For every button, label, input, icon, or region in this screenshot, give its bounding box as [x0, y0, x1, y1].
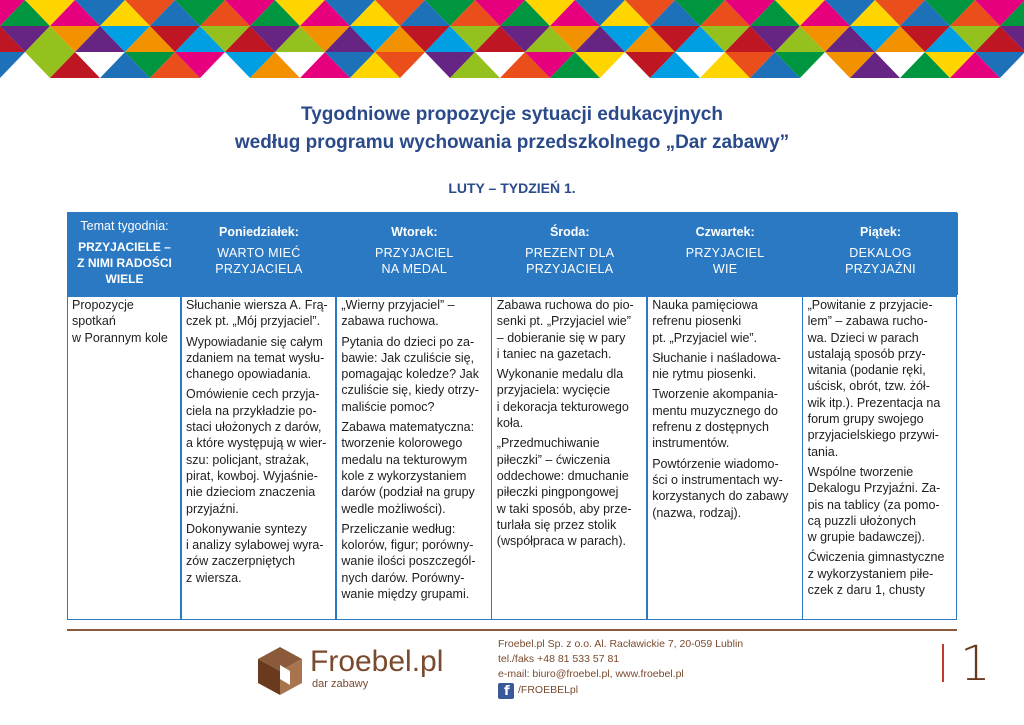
row-label-line: Propozycje — [72, 298, 134, 312]
day-name: Wtorek: — [391, 225, 438, 239]
activity-line: przyjaźni. — [186, 501, 239, 516]
week-topic-label: Temat tygodnia: — [80, 219, 169, 233]
activity-line: czek z daru 1, chusty — [807, 583, 926, 598]
activity-line: oddechowe: dmuchanie — [496, 468, 629, 483]
activity-line: bawie: Jak czuliście się, — [341, 350, 475, 365]
day-topic-line: PRZYJACIELA — [526, 262, 614, 276]
activity-line: Przeliczanie według: — [341, 521, 456, 536]
activity-line: pt. „Przyjaciel wie”. — [652, 330, 758, 345]
day-topic-line: PRZYJACIELA — [215, 262, 303, 276]
activity-line: nie dzieciom znaczenia — [186, 485, 316, 500]
day-topic-line: PREZENT DLA — [525, 246, 615, 260]
banner-triangle — [0, 52, 25, 78]
day-topic — [182, 245, 337, 277]
activity-line: wik itp.). Prezentacja na — [807, 395, 941, 410]
activity-line: instrumentów. — [652, 436, 730, 451]
day-activities-cell — [808, 297, 954, 602]
activity-paragraph — [186, 297, 332, 330]
activity-line: wedle możliwości). — [341, 501, 446, 516]
activity-line: zów zaczerpniętych — [186, 554, 296, 569]
activity-line: „Powitanie z przyjacie- — [807, 298, 933, 312]
activity-line: medalu na tekturowym — [341, 452, 468, 467]
week-topic-name — [68, 239, 181, 287]
activity-line: forum grupy swojego — [807, 412, 924, 427]
day-topic-line: WARTO MIEĆ — [217, 246, 301, 260]
activity-paragraph — [341, 334, 487, 415]
day-name: Piątek: — [860, 225, 902, 239]
row-label — [72, 297, 178, 346]
activity-line: tworzenie kolorowego — [341, 436, 463, 451]
page-title-line-1: Tygodniowe propozycje sytuacji edukacyjnych — [301, 104, 723, 125]
activity-line: Omówienie cech przyja- — [186, 387, 320, 402]
activity-line: maliście pomoc? — [341, 399, 435, 414]
activity-line: i dekoracja tekturowego — [496, 399, 629, 414]
activity-paragraph — [652, 350, 798, 383]
activity-paragraph — [808, 464, 954, 545]
activity-line: tania. — [807, 444, 839, 459]
activity-paragraph — [341, 521, 487, 602]
activity-line: Słuchanie i naśladowa- — [652, 350, 781, 365]
activity-line: Powtórzenie wiadomo- — [652, 456, 779, 471]
activity-line: uścisk, obrót, tzw. żół- — [807, 379, 930, 394]
froebel-cube-logo-icon — [256, 645, 304, 697]
day-header — [337, 213, 492, 295]
activity-line: mentu muzycznego do — [652, 403, 778, 418]
activity-line: Wspólne tworzenie — [807, 464, 914, 479]
activity-line: (współpraca w parach). — [496, 534, 627, 549]
day-activities-cell — [652, 297, 798, 525]
activity-paragraph — [341, 297, 487, 330]
day-topic — [337, 245, 492, 277]
activity-line: a które występują w wier- — [186, 436, 327, 451]
activity-line: pirat, kowboj. Wyjaśnie- — [186, 468, 318, 483]
activity-line: Ćwiczenia gimnastyczne — [807, 550, 945, 565]
activity-line: wa. Dzieci w parach — [807, 330, 919, 345]
activity-line: nie rytmu piosenki. — [652, 367, 757, 382]
header-row-divider — [68, 295, 956, 297]
row-label-line: w Porannym kole — [72, 330, 168, 345]
activity-line: ści o instrumentach wy- — [652, 472, 783, 487]
activity-line: czek pt. „Mój przyjaciel”. — [186, 314, 321, 329]
activity-line: nych darów. Porówny- — [341, 570, 465, 585]
page-title-line-2: według programu wychowania przedszkolnego „Dar zabawy” — [234, 132, 790, 153]
activity-line: przyjaciela: wycięcie — [496, 383, 611, 398]
day-topic — [803, 245, 958, 277]
page-number-divider — [942, 644, 944, 682]
day-topic-line: NA MEDAL — [381, 262, 448, 276]
activity-line: „Wierny przyjaciel” – — [341, 298, 455, 312]
activity-paragraph — [808, 297, 954, 460]
activity-line: Zabawa ruchowa do pio- — [496, 298, 634, 312]
day-activities-cell — [497, 297, 643, 553]
decorative-triangle-banner — [0, 0, 1024, 80]
activity-line: i taniec na gazetach. — [496, 346, 612, 361]
activity-line: i analizy sylabowej wyra- — [186, 538, 324, 553]
page-number: 1 — [960, 636, 991, 692]
activity-paragraph — [497, 435, 643, 549]
activity-line: wanie między grupami. — [341, 587, 470, 602]
activity-line: Pytania do dzieci po za- — [341, 334, 475, 349]
activity-paragraph — [186, 386, 332, 516]
day-header — [803, 213, 958, 295]
activity-line: piłeczki pingpongowej — [496, 485, 619, 500]
day-topic-line: PRZYJACIEL — [374, 246, 454, 260]
activity-paragraph — [497, 297, 643, 362]
activity-line: wanie ilości poszczegól- — [341, 554, 476, 569]
activity-line: Słuchanie wiersza A. Frą- — [186, 298, 328, 312]
activity-paragraph — [341, 419, 487, 517]
activity-line: refrenu piosenki — [652, 314, 742, 329]
activity-line: czuliście się, kiedy otrzy- — [341, 383, 479, 398]
day-topic-line: PRZYJACIEL — [685, 246, 765, 260]
activity-line: „Przedmuchiwanie — [496, 436, 600, 451]
activity-line: Dokonywanie syntezy — [186, 521, 307, 536]
activity-paragraph — [652, 386, 798, 451]
activity-paragraph — [186, 521, 332, 586]
day-topic-line: WIE — [712, 262, 738, 276]
week-topic-line: PRZYJACIELE – — [78, 240, 171, 254]
activity-line: pis na tablicy (za pomo- — [807, 497, 940, 512]
activity-line: ciela na przykładzie po- — [186, 403, 317, 418]
activity-line: lem” – zabawa rucho- — [807, 314, 928, 329]
activity-line: w grupie badawczej). — [807, 530, 926, 545]
activity-line: Wykonanie medalu dla — [496, 367, 624, 382]
activity-line: w taki sposób, aby prze- — [496, 501, 632, 516]
activity-line: piłeczki” – ćwiczenia — [496, 452, 611, 467]
day-header — [492, 213, 647, 295]
day-activities-cell — [186, 297, 332, 590]
day-topic-line: PRZYJAŹNI — [845, 262, 916, 276]
activity-line: przyjacielskiego przywi- — [807, 428, 939, 443]
week-label: LUTY – TYDZIEŃ 1. — [448, 180, 576, 196]
activity-paragraph — [497, 366, 643, 431]
activity-line: zabawa ruchowa. — [341, 314, 439, 329]
activity-paragraph — [652, 297, 798, 346]
day-header — [182, 213, 337, 295]
day-topic-line: DEKALOG — [849, 246, 912, 260]
activity-line: z wykorzystaniem piłe- — [807, 566, 934, 581]
day-header — [648, 213, 803, 295]
activity-line: chanego opowiadania. — [186, 367, 312, 382]
facebook-handle[interactable]: /FROEBELpl — [518, 684, 579, 696]
activity-line: Dekalogu Przyjaźni. Za- — [807, 481, 941, 496]
activity-line: zdaniem na temat wysłu- — [186, 350, 325, 365]
weekly-plan-table — [67, 212, 957, 620]
activity-line: (nazwa, rodzaj). — [652, 505, 742, 520]
day-topic — [648, 245, 803, 277]
day-name: Poniedziałek: — [219, 225, 299, 239]
activity-line: pomagając koledze? Jak — [341, 367, 479, 382]
contact-phone: tel./faks +48 81 533 57 81 — [498, 653, 620, 665]
week-topic-line: WIELE — [105, 272, 144, 286]
contact-email[interactable]: e-mail: biuro@froebel.pl, www.froebel.pl — [498, 668, 684, 680]
activity-line: darów (podział na grupy — [341, 485, 475, 500]
day-topic — [492, 245, 647, 277]
activity-line: Nauka pamięciowa — [652, 298, 758, 312]
activity-line: kole z wykorzystaniem — [341, 468, 467, 483]
day-name: Czwartek: — [695, 225, 755, 239]
day-activities-cell — [341, 297, 487, 606]
activity-line: szu: policjant, strażak, — [186, 452, 309, 467]
activity-line: witania (podanie ręki, — [807, 363, 926, 378]
activity-paragraph — [186, 334, 332, 383]
facebook-glyph: f — [504, 684, 510, 699]
contact-address: Froebel.pl Sp. z o.o. Al. Racławickie 7, 20-059 Lublin — [498, 638, 744, 650]
activity-line: ustalają sposób przy- — [807, 346, 926, 361]
brand-name: Froebel.pl — [310, 645, 444, 678]
activity-line: Wypowiadanie się całym — [186, 334, 323, 349]
footer-divider — [67, 629, 957, 631]
activity-line: senki pt. „Przyjaciel wie” — [496, 314, 631, 329]
activity-line: z wiersza. — [186, 570, 242, 585]
activity-line: cą puzzli ułożonych — [807, 513, 916, 528]
activity-line: koła. — [496, 416, 524, 431]
activity-line: korzystanych do zabawy — [652, 489, 789, 504]
activity-line: refrenu z dostępnych — [652, 420, 769, 435]
activity-line: kolorów, figur; porówny- — [341, 538, 474, 553]
activity-line: – dobieranie się w pary — [496, 330, 626, 345]
day-name: Środa: — [549, 225, 590, 239]
activity-line: staci ułożonych z darów, — [186, 420, 322, 435]
activity-paragraph — [808, 549, 954, 598]
activity-line: turlała się przez stolik — [496, 517, 617, 532]
week-topic-header — [68, 213, 181, 295]
activity-paragraph — [652, 456, 798, 521]
activity-line: Tworzenie akompania- — [652, 387, 778, 402]
week-topic-line: Z NIMI RADOŚCI — [77, 256, 172, 270]
brand-tagline: dar zabawy — [312, 678, 369, 690]
row-label-line: spotkań — [72, 314, 116, 329]
activity-line: Zabawa matematyczna: — [341, 420, 475, 435]
